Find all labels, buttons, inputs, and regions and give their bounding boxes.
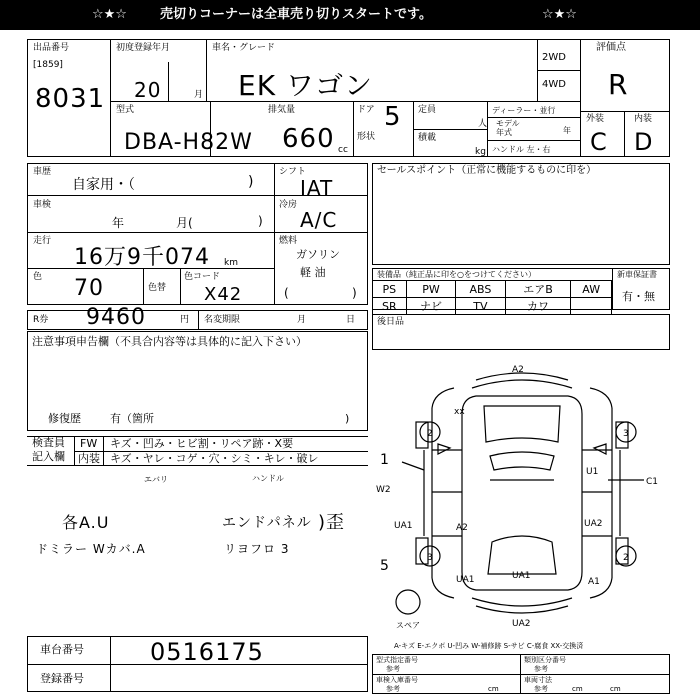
repair-close: )	[345, 412, 350, 425]
mileage-label: 走行	[33, 236, 52, 246]
history-label: 車歴	[33, 167, 52, 177]
mark-one: 1	[380, 452, 389, 468]
first-reg-month-unit: 月	[194, 90, 204, 100]
banner-text: 売切りコーナーは全車売り切りスタートです。	[160, 7, 432, 22]
drive-2wd: 2WD	[542, 52, 566, 63]
inspection-month: 月(	[176, 216, 193, 230]
repair-label: 修復歴	[48, 412, 81, 425]
registration-label: 登録番号	[40, 672, 84, 685]
first-reg-value: 20	[134, 78, 162, 102]
equipment-label: 装備品（純正品に印を○をつけてください）	[377, 270, 536, 279]
color-code-label: 色コード	[184, 272, 221, 282]
form-sub-1: 参考	[386, 665, 400, 673]
fw-label: FW	[80, 437, 98, 450]
form-label-2: 類別区分番号	[524, 656, 566, 664]
warranty-value: 有・無	[622, 290, 655, 303]
fuel-gas: ガソリン	[296, 248, 340, 261]
drive-4wd: 4WD	[542, 79, 566, 90]
lot-label: 出品番号	[33, 43, 70, 53]
door-label: ドア	[357, 105, 375, 115]
mark-ua2-bottom: UA2	[512, 619, 531, 629]
color-change-label: 色替	[148, 283, 167, 293]
mark-circle-front-left: 2	[427, 429, 433, 439]
form-label-4: 車両寸法	[524, 676, 552, 684]
equip-airbag: エアB	[505, 281, 571, 298]
note-handle: ハンドル	[252, 474, 284, 483]
equip-aw: AW	[571, 281, 612, 298]
exterior-value: C	[590, 128, 608, 156]
equip-navi: ナビ	[406, 298, 456, 315]
displacement-unit: cc	[338, 145, 348, 155]
form-cm-1: cm	[488, 685, 499, 693]
deadline-day: 日	[346, 315, 356, 325]
handwritten-note-4: ドミラー Wカバ.A	[36, 542, 146, 556]
equip-leather: カワ	[505, 298, 571, 315]
sales-point-block	[372, 163, 670, 265]
mark-a1: A1	[588, 577, 600, 587]
fuel-paren-open: (	[284, 286, 289, 300]
warranty-label: 新車保証書	[617, 270, 657, 279]
year-unit: 年	[563, 126, 571, 135]
mark-ua1-center: UA1	[512, 571, 531, 581]
km-unit: km	[224, 258, 238, 268]
handwritten-note-1: 各A.U	[62, 513, 110, 532]
car-name-value: EK ワゴン	[238, 69, 373, 102]
inspection-year: 年	[112, 216, 125, 230]
ticket-value: 9460	[86, 305, 146, 330]
color-code-value: X42	[204, 284, 243, 305]
mark-five: 5	[380, 558, 389, 574]
displacement-label: 排気量	[268, 105, 296, 115]
fuel-label: 燃料	[279, 236, 298, 246]
ticket-label: R券	[33, 315, 49, 325]
load-unit: kg	[475, 147, 486, 157]
interior-items: キズ・ヤレ・コゲ・穴・シミ・キレ・破レ	[110, 452, 319, 465]
form-sub-3: 参考	[386, 685, 400, 693]
mark-circle-rear-left: 3	[427, 553, 433, 563]
chassis-label: 車台番号	[40, 643, 84, 656]
equip-ps: PS	[373, 281, 407, 298]
equip-abs: ABS	[456, 281, 505, 298]
door-value: 5	[384, 102, 402, 132]
mark-u1: U1	[586, 467, 599, 477]
post-fit-block	[372, 314, 670, 350]
dealer-label: ディーラー・並行	[492, 106, 556, 115]
interior-row-label: 内装	[78, 452, 100, 465]
header-banner	[0, 0, 700, 30]
load-label: 積載	[418, 133, 437, 143]
deadline-month: 月	[297, 315, 307, 325]
car-damage-diagram	[372, 352, 670, 634]
repair-value: 有（箇所	[110, 412, 154, 425]
displacement-value: 660	[282, 124, 335, 154]
model-year-label: モデル	[496, 119, 520, 128]
lot-sub: [1859]	[33, 60, 63, 70]
mark-ua1-rear: UA1	[456, 575, 475, 585]
mark-top: A2	[512, 365, 524, 375]
handle-label: ハンドル 左・右	[492, 145, 551, 154]
model-label: 型式	[116, 105, 135, 115]
mark-front-left: xx	[454, 407, 465, 417]
ac-label: 冷房	[279, 200, 298, 210]
mark-spare: スペア	[396, 621, 420, 630]
inspection-close: )	[258, 214, 263, 228]
notes-label: 注意事項申告欄（不具合内容等は具体的に記入下さい）	[32, 335, 307, 348]
equip-pw: PW	[406, 281, 456, 298]
history-close: )	[248, 174, 254, 190]
form-cm-3: cm	[610, 685, 621, 693]
history-value: 自家用・（	[72, 177, 135, 193]
form-sub-4: 参考	[534, 685, 548, 693]
model-year-sub: 年式	[496, 128, 512, 137]
equip-empty	[571, 298, 612, 315]
form-label-1: 型式指定番号	[376, 656, 418, 664]
grade-value: R	[608, 68, 629, 101]
color-value: 70	[74, 276, 104, 301]
interior-label: 内装	[634, 114, 653, 124]
fuel-diesel: 軽 油	[300, 266, 326, 279]
exterior-label: 外装	[586, 114, 605, 124]
shape-label: 形状	[357, 132, 376, 142]
deadline-label: 名変期限	[204, 315, 241, 325]
form-label-3: 車検入庫番号	[376, 676, 418, 684]
damage-legend: A-キズ E-エクボ U-凹み W-補修跡 S-サビ C-腐食 XX-交換済	[394, 642, 584, 650]
grade-label: 評価点	[596, 42, 626, 53]
lot-number: 8031	[35, 84, 106, 114]
shift-label: シフト	[279, 167, 307, 177]
sales-point-label: セールスポイント（正常に機能するものに印を）	[377, 165, 597, 176]
shift-value: IAT	[300, 176, 334, 200]
capacity-label: 定員	[418, 105, 437, 115]
color-label: 色	[33, 272, 43, 282]
equip-sr: SR	[373, 298, 407, 315]
mileage-value: 16万9千074	[74, 245, 210, 270]
handwritten-note-3: )歪	[318, 512, 346, 533]
handwritten-note-5: リヨフロ 3	[224, 542, 290, 556]
entry-label: 記入欄	[32, 450, 65, 463]
inspection-label: 車検	[33, 200, 52, 210]
fuel-paren-close: )	[352, 286, 357, 300]
banner-right-stars: ☆★☆	[542, 7, 577, 22]
note-ebari: エバリ	[144, 475, 168, 484]
mark-circle-front-right: 3	[623, 429, 629, 439]
inspector-label: 検査員	[32, 436, 65, 449]
interior-value: D	[634, 128, 654, 156]
equipment-grid	[372, 280, 612, 315]
mark-a2-left: A2	[456, 523, 468, 533]
fw-items: キズ・凹み・ヒビ割・リペア跡・X要	[110, 437, 294, 450]
chassis-value: 0516175	[150, 638, 264, 666]
handwritten-note-2: エンドパネル	[222, 515, 312, 531]
ac-value: A/C	[300, 208, 338, 232]
form-cm-2: cm	[572, 685, 583, 693]
first-reg-label: 初度登録年月	[116, 43, 171, 53]
banner-left-stars: ☆★☆	[92, 7, 127, 22]
mark-ua1-left: UA1	[394, 521, 413, 531]
form-sub-2: 参考	[534, 665, 548, 673]
post-fit-label: 後日品	[377, 317, 405, 327]
mark-ua2-right: UA2	[584, 519, 603, 529]
car-name-label: 車名・グレード	[212, 43, 276, 53]
ticket-yen: 円	[180, 315, 190, 325]
mark-c1: C1	[646, 477, 659, 487]
model-value: DBA-H82W	[124, 130, 253, 155]
mark-circle-rear-right: 2	[623, 553, 629, 563]
mark-w2: W2	[376, 485, 391, 495]
capacity-unit: 人	[478, 119, 488, 129]
equip-tv: TV	[456, 298, 505, 315]
